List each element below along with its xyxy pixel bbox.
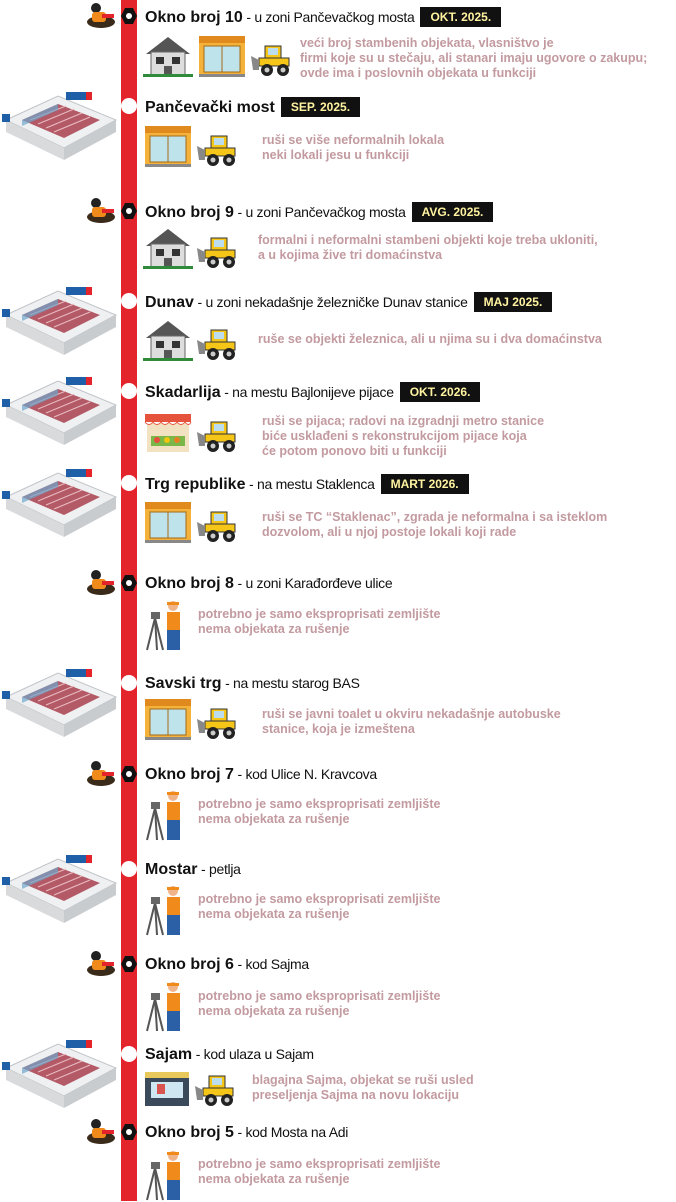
stop-description xyxy=(300,36,647,81)
stop-description xyxy=(198,1157,440,1187)
description-line: potrebno je samo eksproprisati zemljište xyxy=(198,797,441,811)
bulldozer-icon xyxy=(197,701,243,741)
impact-icons xyxy=(143,500,243,544)
impact-icons xyxy=(143,226,243,270)
date-badge: MAJ 2025. xyxy=(474,292,553,312)
station-marker-dot xyxy=(121,383,137,399)
bulldozer-icon xyxy=(197,414,243,454)
surveyor-icon xyxy=(143,786,187,842)
bulldozer-icon xyxy=(197,128,243,168)
bulldozer-icon xyxy=(197,322,243,362)
stop-location: - kod ulaza u Sajam xyxy=(192,1046,314,1062)
stop-name: Mostar xyxy=(145,861,198,878)
impact-icons xyxy=(143,977,187,1033)
stop-description xyxy=(262,133,444,163)
stop-name: Okno broj 6 xyxy=(145,956,234,973)
market-icon xyxy=(143,410,193,454)
stop-description xyxy=(198,989,440,1019)
surveyor-icon xyxy=(143,977,187,1033)
description-line: nema objekata za rušenje xyxy=(198,622,350,636)
impact-icons xyxy=(143,1146,187,1202)
stop-name: Okno broj 5 xyxy=(145,1124,234,1141)
stop-description xyxy=(198,607,440,637)
description-line: potrebno je samo eksproprisati zemljište xyxy=(198,1157,441,1171)
stop-description xyxy=(262,707,561,737)
stop-location: - u zoni Karađorđeve ulice xyxy=(233,575,393,591)
description-line: preseljenja Sajma na novu lokaciju xyxy=(252,1088,460,1102)
impact-icons xyxy=(143,318,243,362)
impact-icons xyxy=(143,697,243,741)
metro-station-icon xyxy=(0,853,118,930)
stop-location: - na mestu Bajlonijeve pijace xyxy=(220,384,394,400)
stop-name: Okno broj 9 xyxy=(145,204,234,221)
shop-icon xyxy=(197,34,247,78)
stop-location: - kod Ulice N. Kravcova xyxy=(233,766,377,782)
stop-title xyxy=(145,860,241,879)
metro-station-icon xyxy=(0,375,118,452)
shop-icon xyxy=(143,500,193,544)
description-line: potrebno je samo eksproprisati zemljište xyxy=(198,607,441,621)
description-line: ovde ima i poslovnih objekata u funkciji xyxy=(300,66,537,80)
impact-icons xyxy=(143,786,187,842)
stop-description xyxy=(198,892,440,922)
shaft-worker-icon xyxy=(84,948,118,983)
description-line: neki lokali jesu u funkciji xyxy=(262,148,410,162)
description-line: formalni i neformalni stambeni objekti koje treba ukloniti, xyxy=(258,233,598,247)
shaft-worker-icon xyxy=(84,195,118,230)
stop-location: - na mestu Staklenca xyxy=(245,476,375,492)
date-badge: AVG. 2025. xyxy=(412,202,494,222)
stop-location: - petlja xyxy=(197,861,241,877)
stop-title xyxy=(145,7,501,27)
stop-title xyxy=(145,765,377,784)
shop-icon xyxy=(143,124,193,168)
metro-station-icon xyxy=(0,667,118,744)
stop-location: - u zoni nekadašnje železničke Dunav stanice xyxy=(193,294,468,310)
stop-name: Okno broj 10 xyxy=(145,9,243,26)
stop-name: Skadarlija xyxy=(145,384,221,401)
stop-title xyxy=(145,202,493,222)
stop-location: - u zoni Pančevačkog mosta xyxy=(233,204,406,220)
bulldozer-icon xyxy=(197,230,243,270)
house-icon xyxy=(143,226,193,270)
shaft-worker-icon xyxy=(84,758,118,793)
stop-title xyxy=(145,1123,348,1142)
metro-line-rail xyxy=(121,0,137,1201)
stop-description xyxy=(262,510,607,540)
stop-description xyxy=(258,332,602,347)
stop-name: Dunav xyxy=(145,294,194,311)
shaft-worker-icon xyxy=(84,1116,118,1151)
station-marker-dot xyxy=(121,98,137,114)
date-badge: MART 2026. xyxy=(381,474,469,494)
date-badge: OKT. 2025. xyxy=(420,7,501,27)
date-badge: SEP. 2025. xyxy=(281,97,360,117)
stop-title xyxy=(145,955,309,974)
stop-name: Sajam xyxy=(145,1046,193,1063)
metro-station-icon xyxy=(0,90,118,167)
stop-location: - kod Sajma xyxy=(233,956,309,972)
description-line: će potom ponovo biti u funkciji xyxy=(262,444,447,458)
bulldozer-icon xyxy=(197,504,243,544)
station-marker-dot xyxy=(121,475,137,491)
kiosk-icon xyxy=(143,1070,191,1108)
stop-description xyxy=(198,797,440,827)
surveyor-icon xyxy=(143,881,187,937)
description-line: ruši se javni toalet u okviru nekadašnje autobuske xyxy=(262,707,561,721)
description-line: veći broj stambenih objekata, vlasništvo je xyxy=(300,36,554,50)
surveyor-icon xyxy=(143,1146,187,1202)
description-line: ruši se TC “Staklenac”, zgrada je neformalna i sa isteklom xyxy=(262,510,608,524)
station-marker-dot xyxy=(121,1046,137,1062)
description-line: blagajna Sajma, objekat se ruši usled xyxy=(252,1073,474,1087)
stop-title xyxy=(145,1045,314,1064)
description-line: nema objekata za rušenje xyxy=(198,1172,350,1186)
stop-title xyxy=(145,97,360,117)
description-line: a u kojima žive tri domaćinstva xyxy=(258,248,443,262)
station-marker-dot xyxy=(121,675,137,691)
metro-station-icon xyxy=(0,1038,118,1115)
impact-icons xyxy=(143,1068,241,1108)
metro-station-icon xyxy=(0,467,118,544)
stop-description xyxy=(262,414,544,459)
description-line: firmi koje su u stečaju, ali stanari imaju ugovore o zakupu; xyxy=(300,51,648,65)
date-badge: OKT. 2026. xyxy=(400,382,481,402)
description-line: biće usklađeni s rekonstrukcijom pijace koja xyxy=(262,429,527,443)
stop-name: Okno broj 8 xyxy=(145,575,234,592)
impact-icons xyxy=(143,410,243,454)
description-line: nema objekata za rušenje xyxy=(198,1004,350,1018)
stop-title xyxy=(145,474,469,494)
shop-icon xyxy=(143,697,193,741)
stop-location: - na mestu starog BAS xyxy=(221,675,360,691)
shaft-worker-icon xyxy=(84,567,118,602)
stop-title xyxy=(145,382,480,402)
stop-description xyxy=(252,1073,474,1103)
description-line: ruši se više neformalnih lokala xyxy=(262,133,445,147)
impact-icons xyxy=(143,596,187,652)
stop-name: Trg republike xyxy=(145,476,246,493)
house-icon xyxy=(143,34,193,78)
station-marker-dot xyxy=(121,293,137,309)
description-line: potrebno je samo eksproprisati zemljište xyxy=(198,989,441,1003)
metro-station-icon xyxy=(0,285,118,362)
shaft-worker-icon xyxy=(84,0,118,35)
impact-icons xyxy=(143,881,187,937)
stop-description xyxy=(258,233,598,263)
stop-location: - u zoni Pančevačkog mosta xyxy=(242,9,415,25)
stop-title xyxy=(145,574,392,593)
description-line: ruši se pijaca; radovi na izgradnji metro stanice xyxy=(262,414,545,428)
stop-name: Pančevački most xyxy=(145,99,275,116)
description-line: stanice, koja je izmeštena xyxy=(262,722,415,736)
stop-name: Savski trg xyxy=(145,675,222,692)
house-icon xyxy=(143,318,193,362)
stop-title xyxy=(145,674,360,693)
stop-name: Okno broj 7 xyxy=(145,766,234,783)
stop-title xyxy=(145,292,552,312)
bulldozer-icon xyxy=(195,1068,241,1108)
description-line: nema objekata za rušenje xyxy=(198,907,350,921)
stop-location: - kod Mosta na Adi xyxy=(233,1124,349,1140)
description-line: ruše se objekti železnica, ali u njima su i dva domaćinstva xyxy=(258,332,602,346)
impact-icons xyxy=(143,34,297,78)
surveyor-icon xyxy=(143,596,187,652)
description-line: potrebno je samo eksproprisati zemljište xyxy=(198,892,441,906)
description-line: nema objekata za rušenje xyxy=(198,812,350,826)
description-line: dozvolom, ali u njoj postoje lokali koji rade xyxy=(262,525,517,539)
impact-icons xyxy=(143,124,243,168)
station-marker-dot xyxy=(121,861,137,877)
bulldozer-icon xyxy=(251,38,297,78)
